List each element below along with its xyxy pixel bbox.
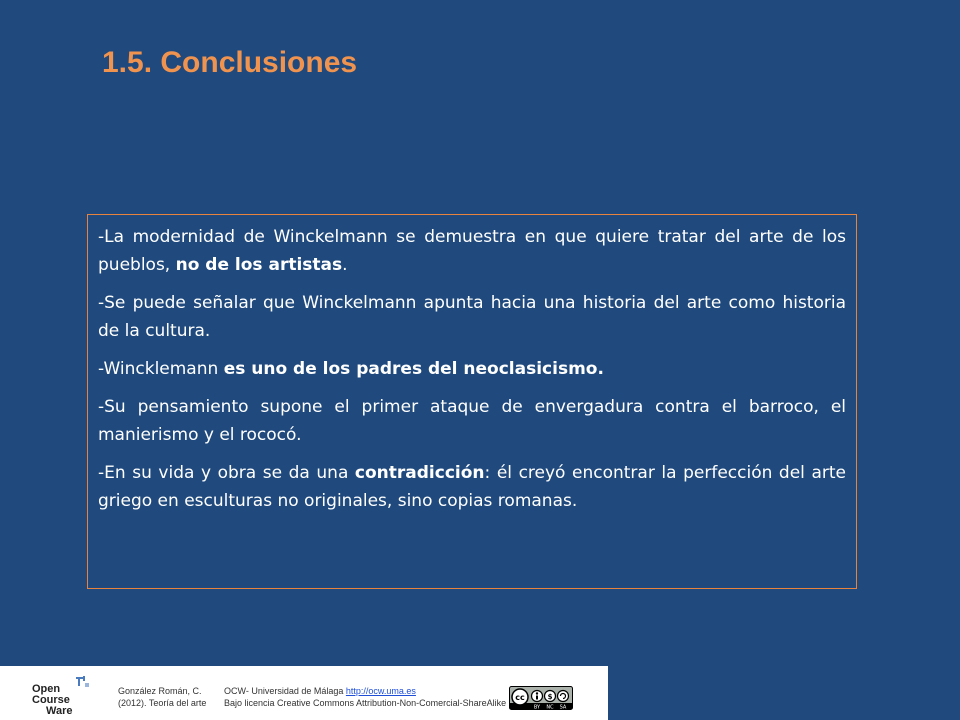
license-text: Bajo licencia Creative Commons Attribution-Non-Comercial-ShareAlike	[224, 698, 507, 708]
paragraph-text: -La modernidad de Winckelmann se demuestra en que quiere tratar del arte de los pueblos,	[98, 227, 846, 275]
svg-text:$: $	[547, 693, 553, 701]
emphasized-text: no de los artistas	[175, 255, 343, 275]
emphasized-text: contradicción	[354, 463, 485, 483]
author-citation	[118, 685, 206, 709]
conclusion-paragraph	[98, 289, 846, 345]
conclusion-paragraph	[98, 393, 846, 449]
cc-label-nc: NC	[546, 704, 554, 710]
license-info	[224, 685, 506, 709]
cc-by-nc-sa-icon	[509, 686, 573, 710]
ocw-line	[224, 685, 506, 697]
ocw-link[interactable]: http://ocw.uma.es	[345, 686, 416, 696]
conclusion-paragraph	[98, 459, 846, 515]
paragraph-text: -Wincklemann	[98, 359, 224, 379]
paragraph-text: -En su vida y obra se da una	[98, 463, 355, 483]
logo-text-ware: Ware	[46, 705, 73, 717]
author-name: González Román, C.	[118, 686, 202, 696]
paragraph-text: -Se puede señalar que Winckelmann apunta hacia una historia del arte como historia de la cultura.	[98, 293, 846, 341]
content-box	[87, 214, 857, 589]
paragraph-text: -Su pensamiento supone el primer ataque de envergadura contra el barroco, el manierismo y el rococó.	[98, 397, 846, 445]
conclusion-paragraph	[98, 355, 846, 383]
logo-text-course: Course	[32, 694, 70, 706]
cc-label-sa: SA	[559, 704, 567, 710]
svg-text:cc: cc	[515, 693, 525, 702]
slide-title: 1.5. Conclusiones	[102, 46, 358, 79]
author-work: (2012). Teoría del arte	[118, 698, 207, 708]
paragraph-text: : él creyó encontrar la perfección del arte griego en esculturas no originales, sino copias romanas.	[98, 463, 846, 511]
conclusion-paragraph	[98, 223, 846, 279]
opencourseware-logo	[32, 675, 92, 715]
emphasized-text: es uno de los padres del neoclasicismo.	[223, 359, 604, 379]
logo-text-open: Open	[32, 683, 61, 695]
ocw-prefix: OCW- Universidad de Málaga	[224, 686, 346, 696]
ocw-logo-icon	[74, 675, 90, 689]
cc-label-by: BY	[533, 704, 541, 710]
footer	[0, 666, 608, 720]
paragraph-text: .	[342, 255, 348, 275]
